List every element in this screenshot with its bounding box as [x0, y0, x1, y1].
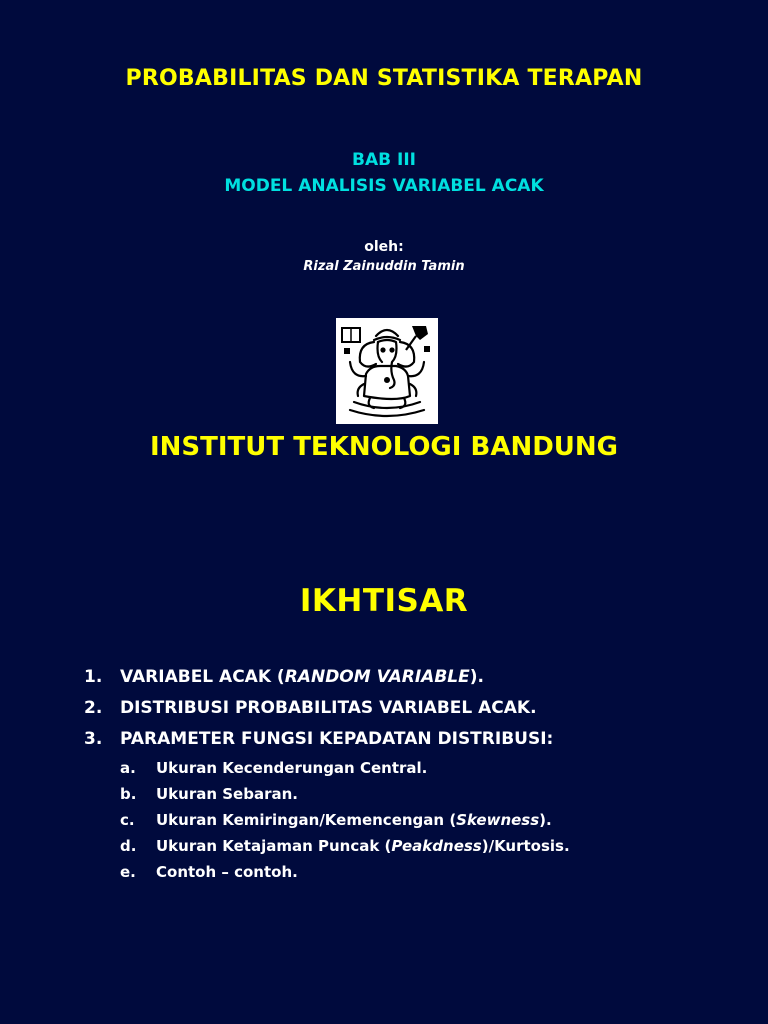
list-item [84, 664, 744, 695]
subitem-text: Ukuran Sebaran. [156, 785, 298, 803]
subitem-italic-text: Peakdness [391, 837, 482, 855]
by-label: oleh: [364, 239, 404, 255]
item-text: DISTRIBUSI PROBABILITAS VARIABEL ACAK. [120, 698, 537, 718]
sublist [84, 757, 744, 887]
item-text: VARIABEL ACAK ( [120, 667, 285, 687]
item-number: 3. [84, 729, 103, 749]
sublist-item [84, 861, 744, 887]
subitem-text-end: ). [539, 811, 552, 829]
sublist-item [84, 757, 744, 783]
author-name: Rizal Zainuddin Tamin [303, 259, 465, 274]
chapter-number: BAB III [352, 150, 416, 170]
item-text: PARAMETER FUNGSI KEPADATAN DISTRIBUSI: [120, 729, 554, 749]
chapter-title: MODEL ANALISIS VARIABEL ACAK [224, 176, 544, 196]
outline-heading: IKHTISAR [299, 583, 469, 619]
subitem-letter: a. [120, 759, 136, 777]
subitem-text: Ukuran Kecenderungan Central. [156, 759, 428, 777]
subitem-letter: d. [120, 837, 137, 855]
item-text-end: ). [469, 667, 484, 687]
item-italic-text: RANDOM VARIABLE [284, 667, 470, 687]
sublist-item [84, 809, 744, 835]
outline-list [84, 664, 744, 887]
subitem-text: Ukuran Ketajaman Puncak ( [156, 837, 392, 855]
subitem-letter: c. [120, 811, 135, 829]
chapter-block [0, 147, 768, 199]
sublist-item [84, 783, 744, 809]
ganesha-logo-icon [336, 318, 438, 424]
outline-slide [0, 512, 768, 1024]
institution-name: INSTITUT TEKNOLOGI BANDUNG [149, 432, 618, 462]
subitem-text: Contoh – contoh. [156, 863, 298, 881]
subitem-letter: e. [120, 863, 136, 881]
item-number: 2. [84, 698, 103, 718]
list-item [84, 726, 744, 757]
subitem-text: Ukuran Kemiringan/Kemencengan ( [156, 811, 457, 829]
list-item [84, 695, 744, 726]
subitem-italic-text: Skewness [456, 811, 540, 829]
sublist-item [84, 835, 744, 861]
course-title: PROBABILITAS DAN STATISTIKA TERAPAN [125, 66, 643, 91]
sublist-container [84, 757, 744, 887]
subitem-letter: b. [120, 785, 137, 803]
subitem-text-end: )/Kurtosis. [481, 837, 570, 855]
item-number: 1. [84, 667, 103, 687]
